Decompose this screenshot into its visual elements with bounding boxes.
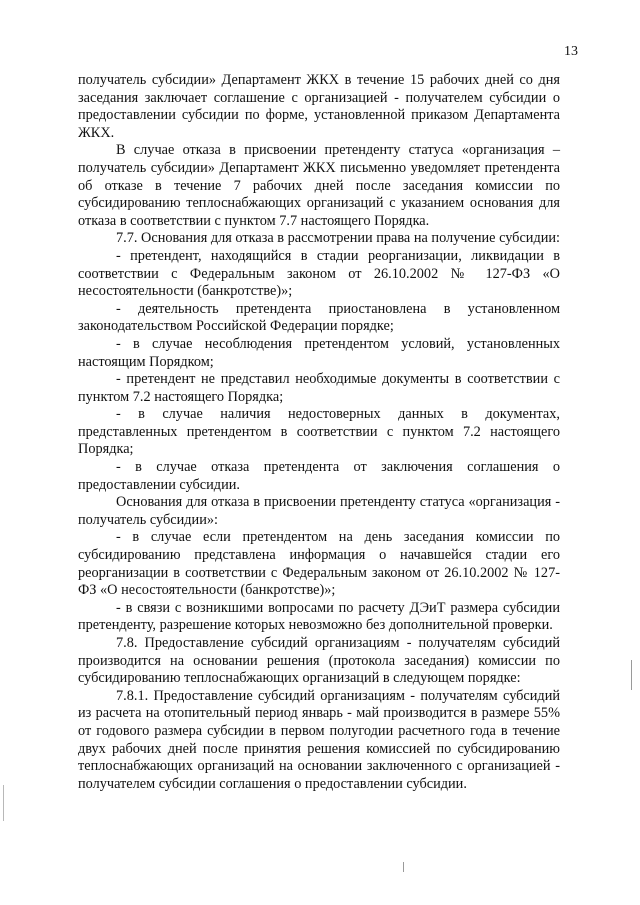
scan-artifact xyxy=(631,660,632,690)
list-item: - в случае если претендентом на день заседания комиссии по субсидированию представлена информация о начавшейся стадии его реорганизации в соответствии с Федеральным законом от 26.10.2002 № 127-ФЗ «О несостоятельности (банкротстве)»; xyxy=(78,529,560,599)
paragraph-status-refusal-heading: Основания для отказа в присвоении претенденту статуса «организация - получатель субсидии»: xyxy=(78,494,560,528)
list-item: - в случае наличия недостоверных данных в документах, представленных претендентом в соответствии с пунктом 7.2 настоящего Порядка; xyxy=(78,406,560,458)
list-item: - в связи с возникшими вопросами по расчету ДЭиТ размера субсидии претенденту, разрешение которых невозможно без дополнительной проверки. xyxy=(78,599,560,634)
list-item: - в случае несоблюдения претендентом условий, установленных настоящим Порядком; xyxy=(78,335,560,370)
list-item: - претендент не представил необходимые документы в соответствии с пунктом 7.2 настоящего Порядка; xyxy=(78,371,560,405)
document-body xyxy=(78,72,560,793)
paragraph-refusal-notice: В случае отказа в присвоении претенденту статуса «организация – получатель субсидии» Департамент ЖКХ письменно уведомляет претендента об отказе в течение 7 рабочих дней после заседания комиссии по субсидированию теплоснабжающих организаций с указанием основания для отказа в соответствии с пунктом 7.7 настоящего Порядка. xyxy=(78,142,560,229)
paragraph-7-7-heading: 7.7. Основания для отказа в рассмотрении права на получение субсидии: xyxy=(116,230,561,247)
list-item: - деятельность претендента приостановлена в установленном законодательством Российской Федерации порядке; xyxy=(78,300,560,335)
page-number: 13 xyxy=(564,44,578,59)
paragraph-7-8: 7.8. Предоставление субсидий организациям - получателям субсидий производится на основании решения (протокола заседания) комиссии по субсидированию теплоснабжающих организаций в следующем порядке: xyxy=(78,635,560,687)
list-item: - в случае отказа претендента от заключения соглашения о предоставлении субсидии. xyxy=(78,459,560,493)
scan-artifact xyxy=(3,785,4,821)
paragraph-agreement-conclusion: получатель субсидии» Департамент ЖКХ в течение 15 рабочих дней со дня заседания заключает соглашение с организацией - получателем субсидии о предоставлении субсидии по форме, установленной приказом Департамента ЖКХ. xyxy=(78,72,560,141)
scan-artifact xyxy=(403,862,404,872)
list-item: - претендент, находящийся в стадии реорганизации, ликвидации в соответствии с Федеральным законом от 26.10.2002 № 127-ФЗ «О несостоятельности (банкротстве)»; xyxy=(78,247,560,300)
paragraph-7-8-1: 7.8.1. Предоставление субсидий организациям - получателям субсидий из расчета на отопительный период январь - май производится в размере 55% от годового размера субсидии в первом полугодии расчетного года в течение двух рабочих дней после принятия решения комиссией по субсидированию теплоснабжающих организаций на основании заключенного с организацией - получателем субсидии соглашения о предоставлении субсидии. xyxy=(78,687,560,792)
